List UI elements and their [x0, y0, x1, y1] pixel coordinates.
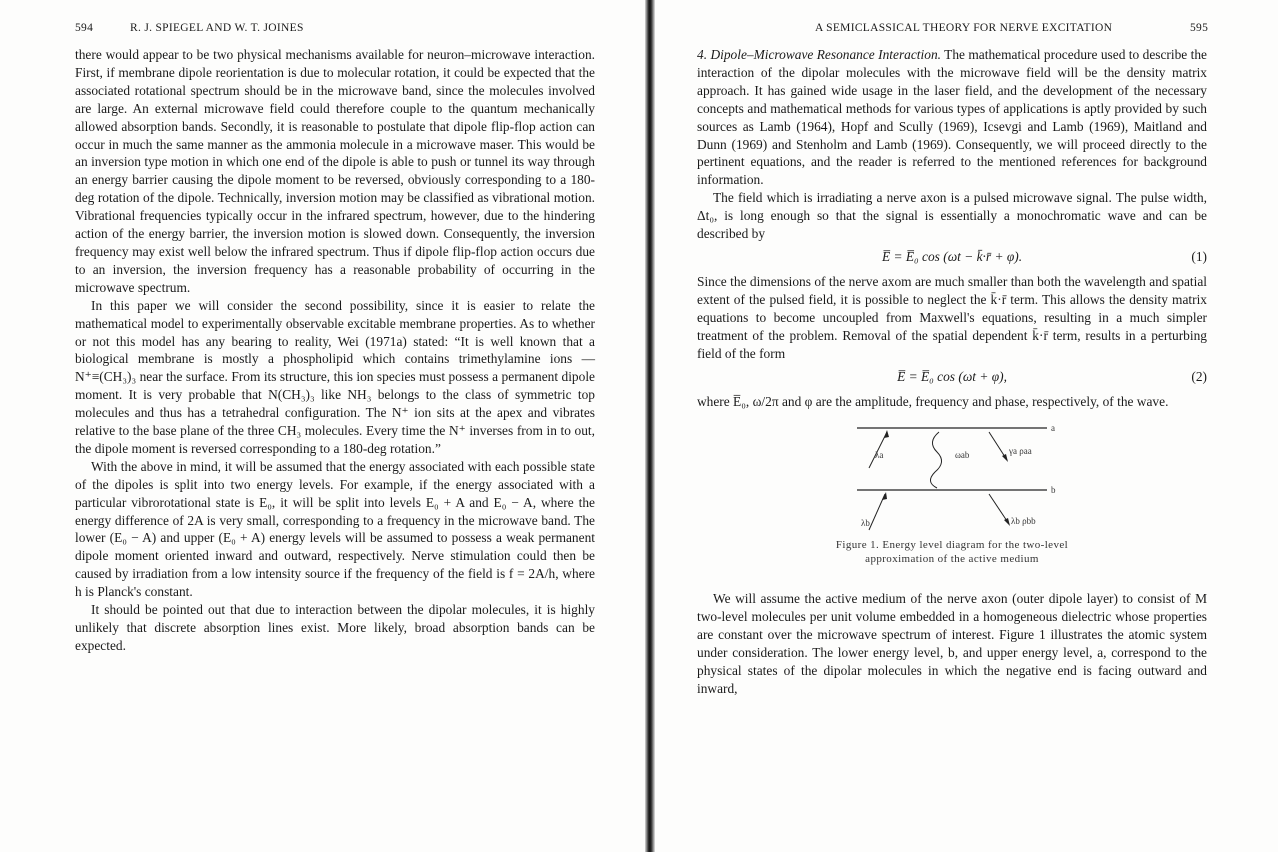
- left-running-head: R. J. SPIEGEL AND W. T. JOINES: [130, 22, 304, 34]
- left-paragraph-2: In this paper we will consider the second possibility, since it is easier to relate the mathematical model to experimentally observable excitable membrane properties. As to whether or not this model has any bearing to reality, Wei (1971a) stated: “It is well known that a biological membrane is mostly a phospholipid which contains trimethylamine ions —N⁺≡(CH₃)₃ near the surface. From its structure, this ion species must possess a permanent dipole moment. It is very probable that N(CH₃)₃ like NH₃ belongs to the class of symmetric top molecules and thus has a tetrahedral configuration. The N⁺ ion sits at the apex and vibrates relative to the base plane of the three CH₃ molecules. Every time the N⁺ inverses from in to out, the dipole moment is reversed corresponding to a 180-deg rotation.”: [75, 297, 595, 456]
- right-running-head: A SEMICLASSICAL THEORY FOR NERVE EXCITATION: [815, 22, 1113, 34]
- equation-2-number: (2): [1191, 368, 1207, 384]
- left-page-number: 594: [75, 22, 94, 34]
- right-paragraph-4: where E̅₀, ω/2π and φ are the amplitude, frequency and phase, respectively, of the wave.: [697, 393, 1169, 409]
- decay-a-arrowhead: [1002, 454, 1008, 462]
- pump-b-arrowhead: [882, 492, 887, 500]
- book-gutter: [645, 0, 655, 852]
- equation-1-number: (1): [1191, 248, 1207, 264]
- left-paragraph-1: there would appear to be two physical mechanisms available for neuron–microwave interaction. First, if membrane dipole reorientation is due to molecular rotation, it could be expected that the associated rotational spectrum should be in the microwave band, since the molecules involved are large. An external microwave field could therefore couple to the quantum mechanically allowed absorption bands. Secondly, it is reasonable to postulate that dipole flip-flop action can occur in much the same manner as the ammonia molecule in a microwave maser. This would be an inversion type motion in which one end of the dipole is able to push or tunnel its way through an energy barrier causing the dipole moment to be reversed, obviously corresponding to a 180-deg rotation of the dipole. Technically, inversion motion may be classified as vibrational motion. Vibrational frequencies typically occur in the infrared spectrum, however, due to the hindering action of the energy barrier, the inversion motion is slowed down. Consequently, the inversion frequency may exist well below the infrared spectrum. Thus if dipole flip-flop action occurs due to an inversion, the inversion frequency has a reasonable probability of occurring in the microwave spectrum.: [75, 47, 595, 295]
- level-a-label: a: [1051, 423, 1055, 434]
- omega-ab-label: ωab: [955, 450, 970, 461]
- transition-wave: [930, 432, 941, 488]
- equation-1: [697, 248, 1207, 268]
- gamma-a-label: γa ρaa: [1009, 446, 1032, 457]
- right-paragraph-3: Since the dimensions of the nerve axom are much smaller than both the wavelength and spatial extent of the pulsed field, it is possible to neglect the k̄·r̄ term. This allows the density matrix equations to become uncoupled from Maxwell's equations, resulting in a much simpler treatment of the problem. Removal of the spatial dependent k̄·r̄ term, results in a perturbing field of the form: [697, 273, 1207, 361]
- lambda-b-label: λb: [861, 518, 870, 529]
- right-paragraph-2: The field which is irradiating a nerve axon is a pulsed microwave signal. The pulse width, Δt₀, is long enough so that the signal is essentially a monochromatic wave and can be described by: [697, 190, 1207, 242]
- level-b-label: b: [1051, 485, 1056, 496]
- energy-level-figure: [827, 420, 1077, 590]
- pump-a-arrowhead: [884, 430, 889, 438]
- right-body-text: [697, 46, 1207, 698]
- right-paragraph-5: We will assume the active medium of the nerve axon (outer dipole layer) to consist of M two-level molecules per unit volume embedded in a homogeneous dielectric whose properties are constant over the microwave spectrum of interest. Figure 1 illustrates the atomic system under consideration. The lower energy level, b, and upper energy level, a, correspond to the physical states of the dipolar molecules in which the negative end is facing outward and inward,: [697, 591, 1207, 696]
- equation-2: [697, 368, 1207, 388]
- left-body-text: [75, 46, 595, 655]
- right-page-number: 595: [1190, 22, 1209, 34]
- left-paragraph-4: It should be pointed out that due to interaction between the dipolar molecules, it is highly unlikely that discrete absorption lines exist. More likely, broad absorption bands can be expected.: [75, 602, 595, 653]
- left-paragraph-3: With the above in mind, it will be assumed that the energy associated with each possible state of the dipoles is split into two energy levels. For example, if the energy associated with a particular vibrorotational state is E₀, it will be split into levels E₀ + A and E₀ − A, where the energy difference of 2A is very small, corresponding to a frequency in the microwave band. The lower (E₀ − A) and upper (E₀ + A) energy levels will be assumed to possess a weak permanent dipole moment oriented inward and outward, respectively. Nerve stimulation could then be caused by irradiation from a low intensity source if the frequency of the field is f = 2A/h, where h is Planck's constant.: [75, 458, 595, 600]
- gamma-b-label: λb ρbb: [1011, 516, 1036, 527]
- figure-caption: Figure 1. Energy level diagram for the two-level approximation of the active medium: [835, 539, 1069, 566]
- section-4-paragraph: [697, 46, 1207, 189]
- equation-2-expression: E̅ = E̅₀ cos (ωt + φ),: [897, 368, 1007, 384]
- energy-level-diagram: [827, 420, 1077, 550]
- decay-b-arrowhead: [1004, 518, 1010, 526]
- equation-1-expression: E̅ = E̅₀ cos (ωt − k̄·r̄ + φ).: [881, 248, 1023, 264]
- section-heading: 4. Dipole–Microwave Resonance Interaction.: [697, 47, 941, 62]
- section-intro-text: The mathematical procedure used to describe the interaction of the dipolar molecules with the microwave field will be the density matrix approach. It has gained wide usage in the laser field, and the development of the necessary concepts and mathematical methods for various types of applications is aptly provided by such sources as Lamb (1964), Hopf and Scully (1969), Icsevgi and Lamb (1969), Maitland and Dunn (1969) and Stenholm and Lamb (1969). Consequently, we will proceed directly to the pertinent equations, and the reader is referred to the mentioned references for background information.: [697, 47, 1207, 188]
- lambda-a-label: λa: [875, 450, 884, 461]
